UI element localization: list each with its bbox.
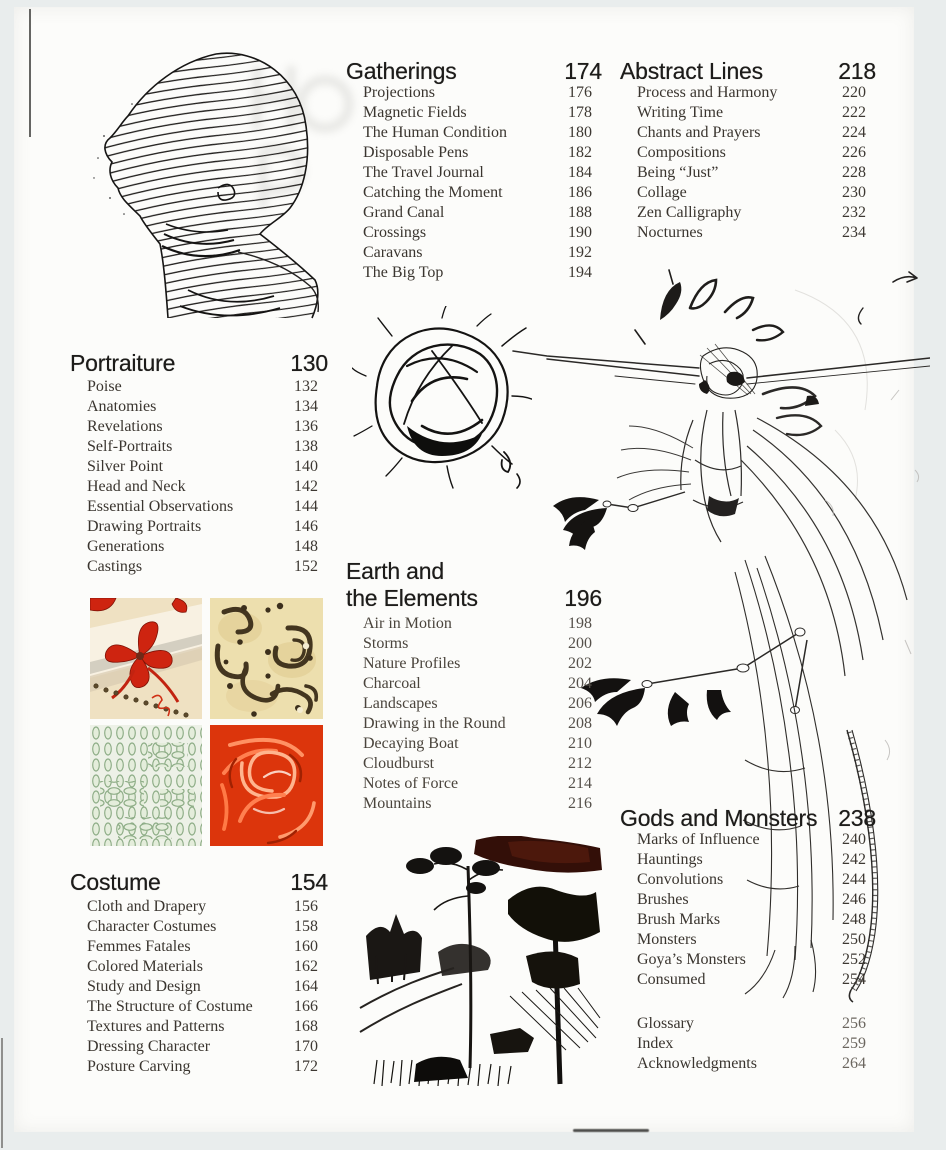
entry-label: Silver Point: [87, 458, 164, 475]
entry-page-number: 134: [294, 398, 318, 415]
entry-label: Projections: [363, 84, 435, 101]
entry-label: Writing Time: [637, 104, 724, 121]
entry-page-number: 246: [842, 891, 866, 908]
entry-label: Grand Canal: [363, 204, 445, 221]
toc-entry: [620, 850, 876, 870]
toc-entry: [346, 734, 602, 754]
entry-label: Storms: [363, 635, 409, 652]
entry-page-number: 228: [842, 164, 866, 181]
toc-entry: [620, 223, 876, 243]
toc-section-abstract-lines: [620, 59, 876, 243]
toc-entry: [70, 457, 328, 477]
entry-page-number: 240: [842, 831, 866, 848]
toc-entry: [70, 377, 328, 397]
entry-page-number: 160: [294, 938, 318, 955]
entry-page-number: 162: [294, 958, 318, 975]
toc-entry: [70, 1037, 328, 1057]
entry-page-number: 178: [568, 104, 592, 121]
entry-page-number: 198: [568, 615, 592, 632]
entry-label: Landscapes: [363, 695, 438, 712]
entry-label: Posture Carving: [87, 1058, 191, 1075]
entry-page-number: 136: [294, 418, 318, 435]
toc-entry: [346, 103, 602, 123]
entry-label: Anatomies: [87, 398, 157, 415]
toc-entry: [70, 937, 328, 957]
entry-label: Magnetic Fields: [363, 104, 467, 121]
entry-page-number: 164: [294, 978, 318, 995]
entry-label: Air in Motion: [363, 615, 452, 632]
entry-label: Decaying Boat: [363, 735, 459, 752]
toc-entry: [70, 417, 328, 437]
toc-entry: [620, 83, 876, 103]
section-title: Gatherings: [346, 58, 457, 84]
toc-entry: [620, 103, 876, 123]
entry-label: Nature Profiles: [363, 655, 461, 672]
entry-page-number: 222: [842, 104, 866, 121]
toc-entry: [70, 437, 328, 457]
section-title: Abstract Lines: [620, 58, 763, 84]
entry-label: Nocturnes: [637, 224, 703, 241]
toc-entry: [620, 183, 876, 203]
entry-label: Hauntings: [637, 851, 703, 868]
toc-entry: [620, 910, 876, 930]
toc-section-gatherings: [346, 59, 602, 283]
entry-page-number: 212: [568, 755, 592, 772]
section-page-number: 218: [838, 58, 876, 84]
toc-entry: [620, 123, 876, 143]
texture-study-grid: [90, 598, 323, 846]
entry-label: Acknowledgments: [637, 1055, 757, 1072]
toc-entry: [70, 997, 328, 1017]
entry-label: Drawing Portraits: [87, 518, 202, 535]
toc-entry: [346, 203, 602, 223]
entry-label: Character Costumes: [87, 918, 217, 935]
entry-label: Collage: [637, 184, 687, 201]
entry-page-number: 138: [294, 438, 318, 455]
toc-section-gods-and-monsters: [620, 806, 876, 990]
entry-label: Catching the Moment: [363, 184, 503, 201]
texture-tile-red-swirl: [210, 725, 323, 846]
entry-label: Caravans: [363, 244, 423, 261]
toc-entry: [70, 1057, 328, 1077]
toc-entry: [346, 694, 602, 714]
entry-page-number: 148: [294, 538, 318, 555]
entry-page-number: 182: [568, 144, 592, 161]
toc-entry: [346, 634, 602, 654]
section-page-number: 196: [564, 585, 602, 611]
entry-label: Revelations: [87, 418, 163, 435]
entry-page-number: 176: [568, 84, 592, 101]
entry-label: Dressing Character: [87, 1038, 211, 1055]
entry-page-number: 142: [294, 478, 318, 495]
entry-page-number: 158: [294, 918, 318, 935]
entry-page-number: 256: [842, 1015, 866, 1032]
toc-entry: [70, 1017, 328, 1037]
toc-entry: [346, 83, 602, 103]
toc-entry: [620, 203, 876, 223]
entry-page-number: 200: [568, 635, 592, 652]
entry-label: Notes of Force: [363, 775, 459, 792]
toc-entry: [620, 950, 876, 970]
entry-label: Cloudburst: [363, 755, 435, 772]
entry-page-number: 226: [842, 144, 866, 161]
scan-spine-artifact: [29, 9, 31, 137]
entry-label: Goya’s Monsters: [637, 951, 746, 968]
section-page-number: 130: [290, 350, 328, 376]
entry-label: Brushes: [637, 891, 689, 908]
toc-entry: [70, 977, 328, 997]
toc-entry: [346, 614, 602, 634]
entry-page-number: 204: [568, 675, 592, 692]
toc-entry: [620, 830, 876, 850]
section-page-number: 238: [838, 805, 876, 831]
toc-entry: [70, 557, 328, 577]
toc-backmatter: [620, 1014, 876, 1074]
entry-label: Cloth and Drapery: [87, 898, 207, 915]
entry-label: The Human Condition: [363, 124, 507, 141]
entry-page-number: 144: [294, 498, 318, 515]
entry-page-number: 152: [294, 558, 318, 575]
entry-label: Consumed: [637, 971, 706, 988]
entry-page-number: 156: [294, 898, 318, 915]
entry-label: Essential Observations: [87, 498, 234, 515]
entry-label: Index: [637, 1035, 674, 1052]
entry-page-number: 168: [294, 1018, 318, 1035]
toc-section-portraiture: [70, 351, 328, 577]
entry-label: Zen Calligraphy: [637, 204, 742, 221]
toc-entry: [70, 537, 328, 557]
section-page-number: 174: [564, 58, 602, 84]
toc-entry: [620, 970, 876, 990]
toc-entry: [346, 123, 602, 143]
entry-page-number: 188: [568, 204, 592, 221]
entry-page-number: 132: [294, 378, 318, 395]
scan-bottom-artifact: [573, 1129, 649, 1132]
entry-label: Head and Neck: [87, 478, 186, 495]
entry-page-number: 250: [842, 931, 866, 948]
entry-label: Castings: [87, 558, 143, 575]
section-page-number: 154: [290, 869, 328, 895]
entry-label: Being “Just”: [637, 164, 719, 181]
toc-entry: [346, 223, 602, 243]
entry-label: Disposable Pens: [363, 144, 469, 161]
toc-entry: [620, 143, 876, 163]
entry-label: Self-Portraits: [87, 438, 173, 455]
texture-tile-red-bow-fabric: [90, 598, 202, 719]
entry-label: Crossings: [363, 224, 427, 241]
toc-entry: [70, 477, 328, 497]
entry-page-number: 230: [842, 184, 866, 201]
toc-entry: [620, 163, 876, 183]
toc-entry: [620, 930, 876, 950]
toc-entry: [346, 243, 602, 263]
arrow-flourish: [858, 272, 917, 324]
head-contour-drawing: [68, 38, 336, 326]
entry-page-number: 254: [842, 971, 866, 988]
toc-entry: [620, 890, 876, 910]
entry-page-number: 202: [568, 655, 592, 672]
toc-entry: [346, 774, 602, 794]
toc-entry: [346, 183, 602, 203]
entry-label: Textures and Patterns: [87, 1018, 225, 1035]
entry-page-number: 184: [568, 164, 592, 181]
entry-label: Femmes Fatales: [87, 938, 191, 955]
entry-page-number: 166: [294, 998, 318, 1015]
section-title-line2: the Elements: [346, 585, 478, 611]
toc-entry: [620, 1034, 876, 1054]
toc-section-earth-and-the-elements: [346, 558, 602, 814]
toc-section-costume: [70, 870, 328, 1077]
toc-entry: [346, 163, 602, 183]
entry-label: Marks of Influence: [637, 831, 760, 848]
toc-entry: [346, 674, 602, 694]
entry-label: Charcoal: [363, 675, 421, 692]
entry-page-number: 232: [842, 204, 866, 221]
entry-label: Study and Design: [87, 978, 201, 995]
entry-page-number: 170: [294, 1038, 318, 1055]
entry-page-number: 208: [568, 715, 592, 732]
entry-page-number: 186: [568, 184, 592, 201]
entry-page-number: 210: [568, 735, 592, 752]
scan-edge-artifact: [1, 1038, 3, 1148]
section-title: Costume: [70, 869, 161, 895]
section-title-line1: Earth and: [346, 558, 444, 584]
entry-label: Brush Marks: [637, 911, 721, 928]
entry-label: The Travel Journal: [363, 164, 484, 181]
entry-label: The Big Top: [363, 264, 444, 281]
entry-label: Glossary: [637, 1015, 694, 1032]
texture-tile-green-knit-weave: [90, 725, 202, 846]
toc-entry: [346, 754, 602, 774]
entry-page-number: 140: [294, 458, 318, 475]
entry-page-number: 180: [568, 124, 592, 141]
entry-label: Chants and Prayers: [637, 124, 761, 141]
entry-page-number: 194: [568, 264, 592, 281]
entry-page-number: 224: [842, 124, 866, 141]
entry-page-number: 244: [842, 871, 866, 888]
entry-page-number: 220: [842, 84, 866, 101]
toc-entry: [346, 143, 602, 163]
entry-page-number: 206: [568, 695, 592, 712]
section-title: Portraiture: [70, 350, 176, 376]
entry-label: Colored Materials: [87, 958, 203, 975]
entry-page-number: 146: [294, 518, 318, 535]
entry-page-number: 242: [842, 851, 866, 868]
toc-entry: [346, 263, 602, 283]
entry-label: Poise: [87, 378, 122, 395]
entry-page-number: 264: [842, 1055, 866, 1072]
entry-label: Mountains: [363, 795, 432, 812]
entry-label: Convolutions: [637, 871, 724, 888]
entry-page-number: 259: [842, 1035, 866, 1052]
toc-entry: [346, 654, 602, 674]
toc-entry: [70, 897, 328, 917]
toc-entry: [620, 1014, 876, 1034]
entry-label: Drawing in the Round: [363, 715, 506, 732]
texture-tile-brown-scroll-embroidery: [210, 598, 323, 719]
entry-label: Generations: [87, 538, 165, 555]
entry-page-number: 214: [568, 775, 592, 792]
toc-entry: [346, 794, 602, 814]
entry-page-number: 172: [294, 1058, 318, 1075]
toc-entry: [70, 517, 328, 537]
toc-entry: [70, 497, 328, 517]
entry-label: Monsters: [637, 931, 697, 948]
entry-label: The Structure of Costume: [87, 998, 253, 1015]
toc-entry: [620, 1054, 876, 1074]
entry-page-number: 234: [842, 224, 866, 241]
entry-page-number: 248: [842, 911, 866, 928]
toc-entry: [70, 957, 328, 977]
toc-entry: [346, 714, 602, 734]
entry-label: Compositions: [637, 144, 726, 161]
entry-page-number: 192: [568, 244, 592, 261]
toc-entry: [620, 870, 876, 890]
entry-page-number: 252: [842, 951, 866, 968]
entry-label: Process and Harmony: [637, 84, 778, 101]
toc-entry: [70, 917, 328, 937]
section-title: Gods and Monsters: [620, 805, 818, 831]
toc-entry: [70, 397, 328, 417]
entry-page-number: 216: [568, 795, 592, 812]
entry-page-number: 190: [568, 224, 592, 241]
